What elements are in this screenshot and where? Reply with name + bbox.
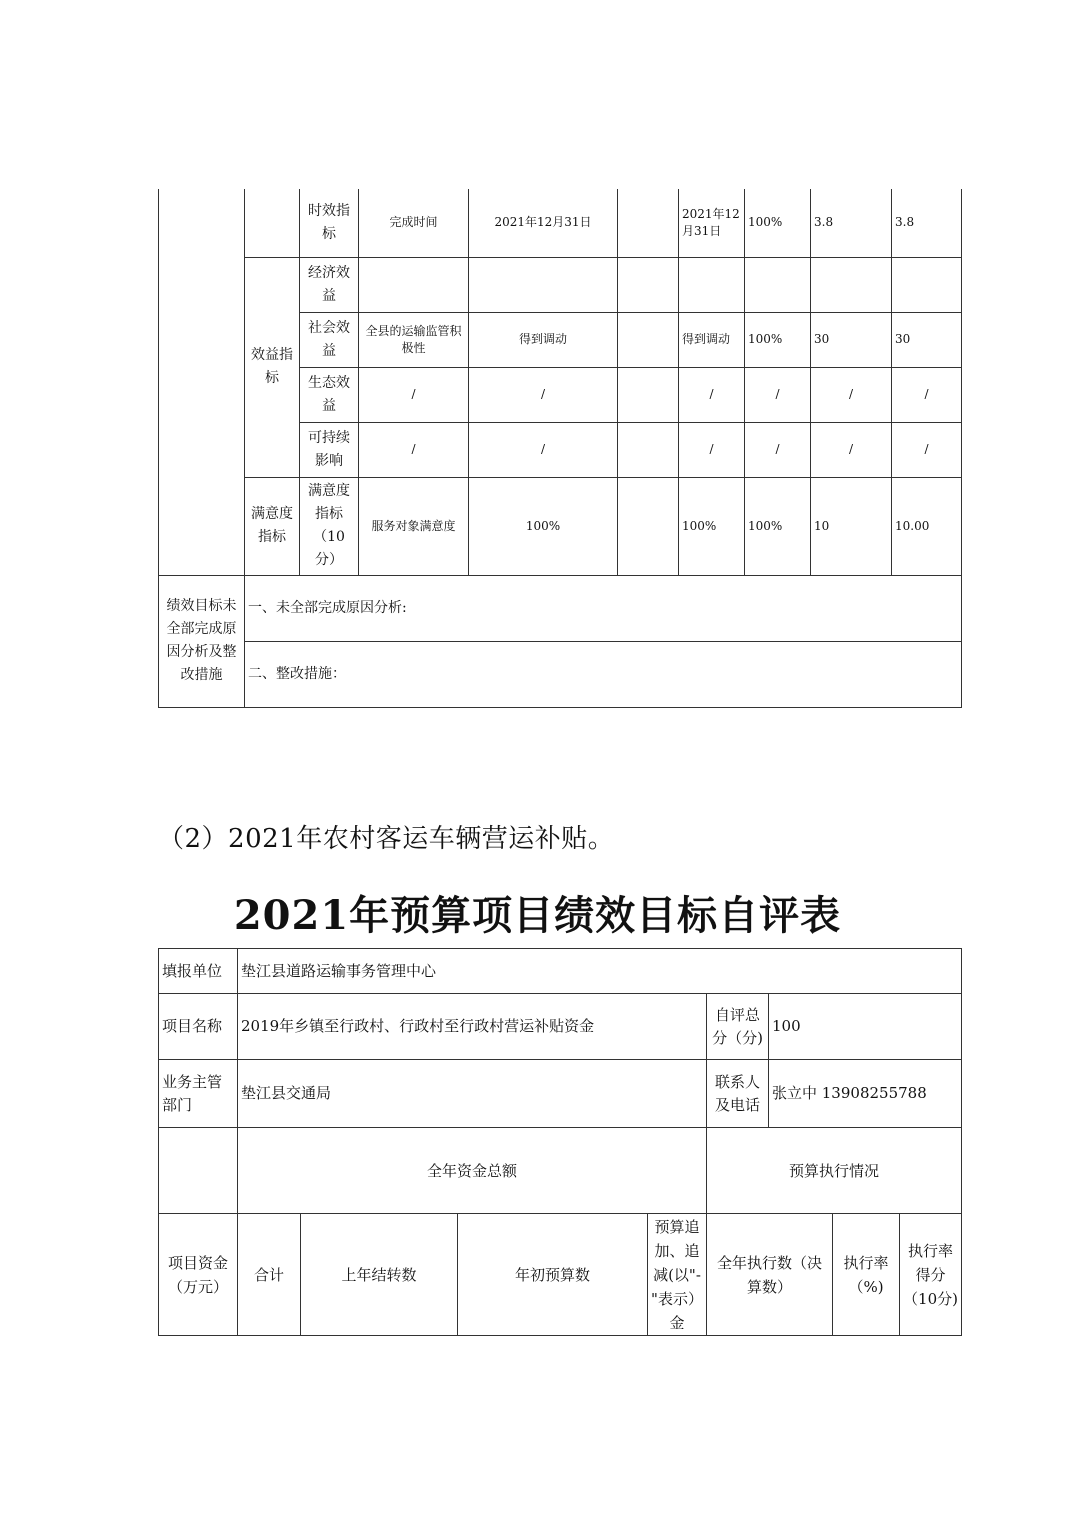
row-funds-header bbox=[159, 1128, 962, 1214]
row-funds-columns bbox=[159, 1214, 962, 1336]
cell-benefit-l2: 效益指标 bbox=[245, 257, 300, 477]
cell-blank bbox=[618, 189, 679, 257]
cell-budget-exec: 预算执行情况 bbox=[707, 1128, 962, 1214]
col-rate: 执行率（%) bbox=[833, 1214, 900, 1336]
cell-blank bbox=[618, 367, 679, 422]
cell-score: / bbox=[892, 367, 962, 422]
cell-actual: 得到调动 bbox=[679, 312, 745, 367]
cell-score-label: 自评总分（分) bbox=[707, 994, 769, 1060]
cell-target: / bbox=[469, 367, 618, 422]
col-adjust: 预算追加、追减(以"-"表示）金 bbox=[648, 1214, 707, 1336]
cell-score: / bbox=[892, 422, 962, 477]
cell-indicator-name: 全县的运输监管积极性 bbox=[359, 312, 469, 367]
cell-empty bbox=[159, 1128, 238, 1214]
cell-weight: / bbox=[811, 422, 892, 477]
cell-contact-label: 联系人及电话 bbox=[707, 1060, 769, 1128]
cell-rate: 100% bbox=[745, 312, 811, 367]
row-unit bbox=[159, 949, 962, 994]
cell-dept-value: 垫江县交通局 bbox=[238, 1060, 707, 1128]
cell-indicator-name: / bbox=[359, 367, 469, 422]
cell-l3: 社会效益 bbox=[300, 312, 359, 367]
cell-target: 100% bbox=[469, 477, 618, 575]
cell-empty bbox=[679, 257, 745, 312]
cell-blank bbox=[618, 312, 679, 367]
row-dept bbox=[159, 1060, 962, 1128]
cell-score-value: 100 bbox=[769, 994, 962, 1060]
cell-weight: 30 bbox=[811, 312, 892, 367]
cell-rate: / bbox=[745, 422, 811, 477]
col-executed: 全年执行数（决算数） bbox=[707, 1214, 833, 1336]
cell-target: 2021年12月31日 bbox=[469, 189, 618, 257]
cell-target: / bbox=[469, 422, 618, 477]
cell-empty bbox=[745, 257, 811, 312]
cell-empty bbox=[469, 257, 618, 312]
cell-l3: 生态效益 bbox=[300, 367, 359, 422]
cell-score: 10.00 bbox=[892, 477, 962, 575]
cell-score: 3.8 bbox=[892, 189, 962, 257]
cell-weight: 10 bbox=[811, 477, 892, 575]
col-carryover: 上年结转数 bbox=[301, 1214, 458, 1336]
cell-total-funds: 全年资金总额 bbox=[238, 1128, 707, 1214]
cell-actual: / bbox=[679, 422, 745, 477]
self-evaluation-table bbox=[158, 948, 962, 1336]
cell-contact-value: 张立中 13908255788 bbox=[769, 1060, 962, 1128]
cell-analysis-reason: 一、未全部完成原因分析: bbox=[245, 575, 962, 641]
cell-project-value: 2019年乡镇至行政村、行政村至行政村营运补贴资金 bbox=[238, 994, 707, 1060]
cell-funds-label: 项目资金（万元） bbox=[159, 1214, 238, 1336]
cell-empty bbox=[811, 257, 892, 312]
row-project bbox=[159, 994, 962, 1060]
cell-actual: 100% bbox=[679, 477, 745, 575]
cell-empty bbox=[359, 257, 469, 312]
cell-empty bbox=[618, 257, 679, 312]
cell-indicator-name: 完成时间 bbox=[359, 189, 469, 257]
cell-unit-label: 填报单位 bbox=[159, 949, 238, 994]
row-analysis-measure bbox=[159, 641, 962, 707]
cell-unit-value: 垫江县道路运输事务管理中心 bbox=[238, 949, 962, 994]
cell-l3: 可持续影响 bbox=[300, 422, 359, 477]
cell-rate: 100% bbox=[745, 189, 811, 257]
row-analysis-reason bbox=[159, 575, 962, 641]
cell-project-label: 项目名称 bbox=[159, 994, 238, 1060]
cell-weight: / bbox=[811, 367, 892, 422]
cell-l1-empty bbox=[159, 189, 245, 575]
cell-satisfaction-l2: 满意度指标 bbox=[245, 477, 300, 575]
section-subtitle: （2）2021年农村客运车辆营运补贴。 bbox=[158, 824, 615, 854]
cell-weight: 3.8 bbox=[811, 189, 892, 257]
row-economic bbox=[159, 257, 962, 312]
cell-empty bbox=[892, 257, 962, 312]
cell-rate: 100% bbox=[745, 477, 811, 575]
page-title: 2021年预算项目绩效目标自评表 bbox=[233, 892, 842, 939]
cell-l3: 经济效益 bbox=[300, 257, 359, 312]
row-satisfaction bbox=[159, 477, 962, 575]
cell-indicator-name: 服务对象满意度 bbox=[359, 477, 469, 575]
cell-actual: 2021年12月31日 bbox=[679, 189, 745, 257]
cell-target: 得到调动 bbox=[469, 312, 618, 367]
row-timeliness bbox=[159, 189, 962, 257]
cell-blank bbox=[618, 422, 679, 477]
cell-l2-empty bbox=[245, 189, 300, 257]
col-initial: 年初预算数 bbox=[458, 1214, 648, 1336]
cell-l3: 时效指标 bbox=[300, 189, 359, 257]
cell-analysis-label: 绩效目标未全部完成原因分析及整改措施 bbox=[159, 575, 245, 707]
cell-dept-label: 业务主管部门 bbox=[159, 1060, 238, 1128]
cell-l3: 满意度指标（10分） bbox=[300, 477, 359, 575]
cell-indicator-name: / bbox=[359, 422, 469, 477]
cell-rate: / bbox=[745, 367, 811, 422]
cell-analysis-measure: 二、整改措施： bbox=[245, 641, 962, 707]
col-rate-score: 执行率得分（10分) bbox=[900, 1214, 962, 1336]
cell-blank bbox=[618, 477, 679, 575]
indicator-table bbox=[158, 189, 962, 708]
cell-actual: / bbox=[679, 367, 745, 422]
col-total: 合计 bbox=[238, 1214, 301, 1336]
cell-score: 30 bbox=[892, 312, 962, 367]
